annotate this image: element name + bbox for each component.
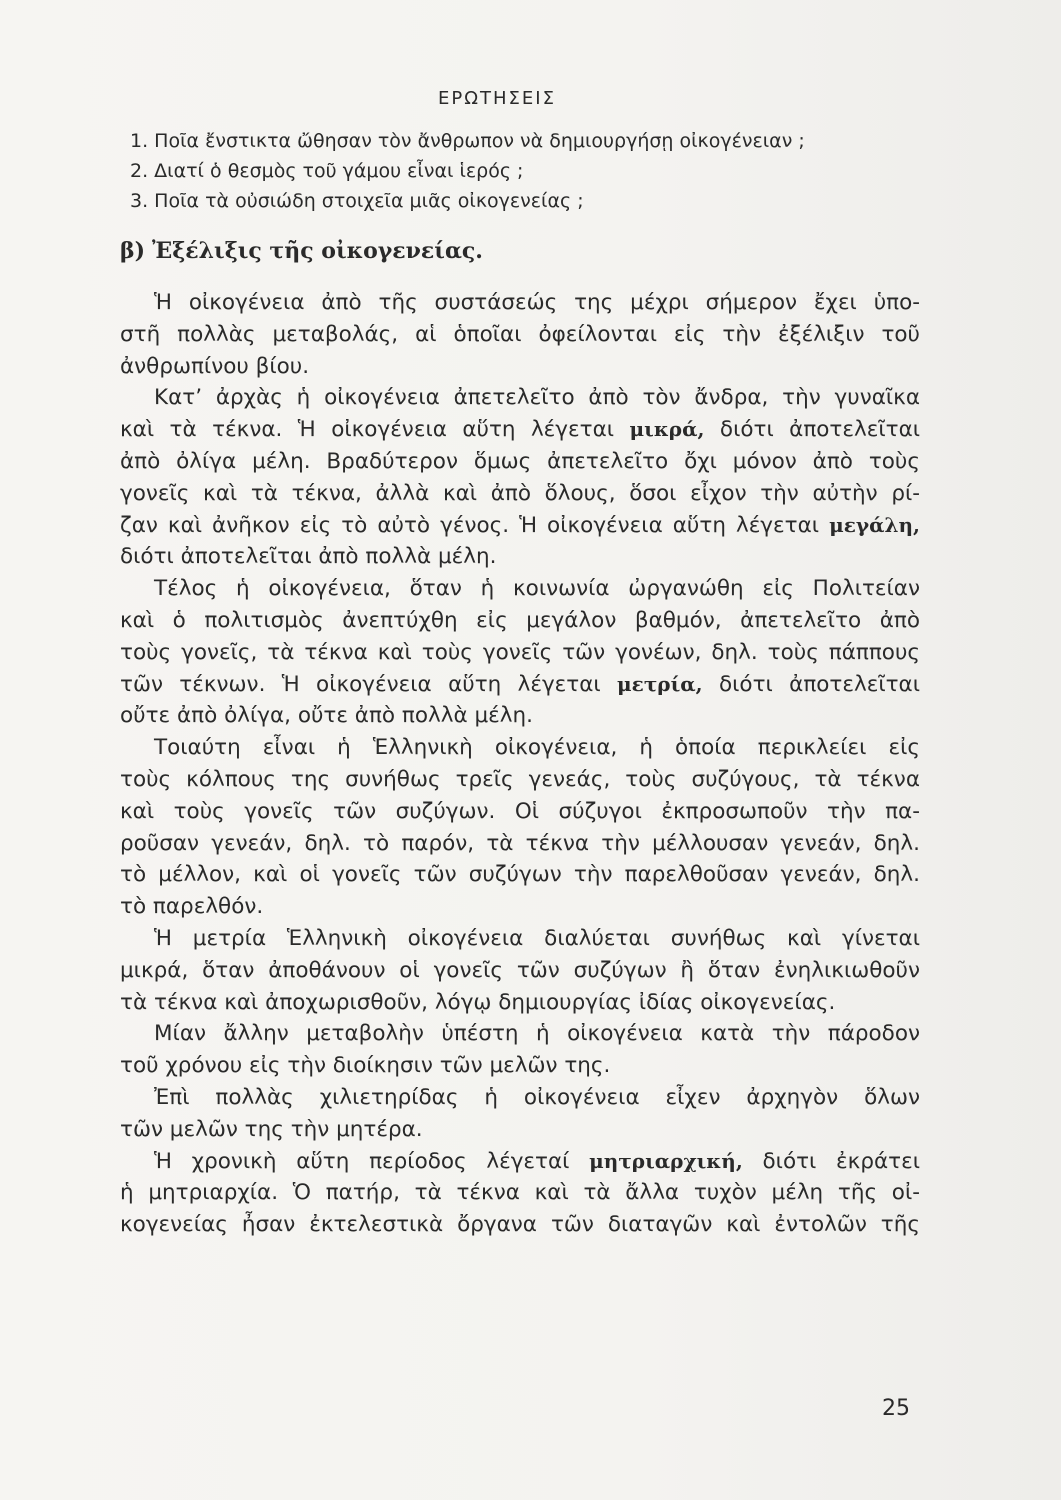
question-item: 1. Ποῖα ἔνστικτα ὤθησαν τὸν ἄνθρωπον νὰ δημιουργήσῃ οἰκογένειαν ; — [130, 130, 805, 152]
term-bold: μετρία, — [617, 671, 703, 696]
text-line: στῆ πολλὰς μεταβολάς, αἱ ὁποῖαι ὀφείλονται εἰς τὴν ἐξέλιξιν τοῦ — [120, 321, 920, 347]
text-line: Ἐπὶ πολλὰς χιλιετηρίδας ἡ οἰκογένεια εἶχεν ἀρχηγὸν ὅλων — [154, 1084, 920, 1110]
term-bold: μεγάλη, — [829, 512, 920, 537]
section-marker: β) — [120, 238, 146, 264]
text-line: τὸ παρελθόν. — [120, 894, 264, 920]
text-line: καὶ ὁ πολιτισμὸς ἀνεπτύχθη εἰς μεγάλον βαθμόν, ἀπετελεῖτο ἀπὸ — [120, 607, 920, 633]
question-item: 2. Διατί ὁ θεσμὸς τοῦ γάμου εἶναι ἱερός ; — [130, 160, 524, 182]
section-heading — [120, 238, 483, 264]
text-line — [120, 414, 920, 446]
page-number: 25 — [882, 1396, 910, 1421]
text-run: διότι ἐκράτει — [762, 1148, 920, 1174]
text-line — [120, 669, 920, 701]
term-bold: μητριαρχική, — [589, 1148, 743, 1173]
text-line: Ἡ οἰκογένεια ἀπὸ τῆς συστάσεώς της μέχρι σήμερον ἔχει ὑπο- — [154, 290, 920, 315]
section-title: Ἐξέλιξις τῆς οἰκογενείας. — [152, 238, 483, 264]
text-line: τὸ μέλλον, καὶ οἱ γονεῖς τῶν συζύγων τὴν παρελθοῦσαν γενεάν, δηλ. — [120, 862, 920, 888]
text-run: ζαν καὶ ἀνῆκον εἰς τὸ αὐτὸ γένος. Ἡ οἰκογένεια αὕτη λέγεται — [120, 512, 820, 538]
text-line: Ἡ μετρία Ἑλληνικὴ οἰκογένεια διαλύεται συνήθως καὶ γίνεται — [154, 925, 920, 951]
text-line: μικρά, ὅταν ἀποθάνουν οἱ γονεῖς τῶν συζύγων ἢ ὅταν ἐνηλικιωθοῦν — [120, 957, 920, 983]
text-line: γονεῖς καὶ τὰ τέκνα, ἀλλὰ καὶ ἀπὸ ὅλους, ὅσοι εἶχον τὴν αὐτὴν ρί- — [120, 480, 920, 506]
questions-list — [130, 126, 950, 216]
questions-heading: ΕΡΩΤΗΣΕΙΣ — [438, 88, 556, 109]
text-line: τοῦ χρόνου εἰς τὴν διοίκησιν τῶν μελῶν της. — [120, 1053, 611, 1079]
text-run: διότι ἀποτελεῖται — [719, 417, 921, 443]
text-line — [120, 510, 920, 542]
text-run: διότι ἀποτελεῖται — [719, 671, 920, 697]
text-line: Κατ’ ἀρχὰς ἡ οἰκογένεια ἀπετελεῖτο ἀπὸ τὸν ἄνδρα, τὴν γυναῖκα — [154, 385, 920, 411]
body-text — [120, 287, 920, 1241]
text-line: Μίαν ἄλλην μεταβολὴν ὑπέστη ἡ οἰκογένεια κατὰ τὴν πάροδον — [154, 1021, 920, 1047]
text-run: καὶ τὰ τέκνα. Ἡ οἰκογένεια αὕτη λέγεται — [120, 417, 615, 443]
text-line: τῶν μελῶν της τὴν μητέρα. — [120, 1116, 423, 1142]
text-run: Ἡ χρονικὴ αὕτη περίοδος λέγεταί — [154, 1148, 570, 1174]
text-line: ἡ μητριαρχία. Ὁ πατήρ, τὰ τέκνα καὶ τὰ ἄλλα τυχὸν μέλη τῆς οἰ- — [120, 1180, 920, 1206]
question-item: 3. Ποῖα τὰ οὐσιώδη στοιχεῖα μιᾶς οἰκογενείας ; — [130, 190, 584, 212]
text-line: τοὺς γονεῖς, τὰ τέκνα καὶ τοὺς γονεῖς τῶν γονέων, δηλ. τοὺς πάππους — [120, 639, 920, 665]
text-line: ροῦσαν γενεάν, δηλ. τὸ παρόν, τὰ τέκνα τὴν μέλλουσαν γενεάν, δηλ. — [120, 830, 920, 856]
text-line: Τέλος ἡ οἰκογένεια, ὅταν ἡ κοινωνία ὠργανώθη εἰς Πολιτείαν — [154, 576, 920, 602]
text-line: τὰ τέκνα καὶ ἀποχωρισθοῦν, λόγῳ δημιουργίας ἰδίας οἰκογενείας. — [120, 989, 836, 1015]
text-line: κογενείας ἦσαν ἐκτελεστικὰ ὄργανα τῶν διαταγῶν καὶ ἐντολῶν τῆς — [120, 1212, 920, 1238]
text-line: οὔτε ἀπὸ ὀλίγα, οὔτε ἀπὸ πολλὰ μέλη. — [120, 703, 533, 729]
text-line: ἀπὸ ὀλίγα μέλη. Βραδύτερον ὅμως ἀπετελεῖτο ὄχι μόνον ἀπὸ τοὺς — [120, 448, 920, 474]
text-line: Τοιαύτη εἶναι ἡ Ἑλληνικὴ οἰκογένεια, ἡ ὁποία περικλείει εἰς — [154, 735, 920, 761]
text-line — [120, 1146, 920, 1178]
text-line: διότι ἀποτελεῖται ἀπὸ πολλὰ μέλη. — [120, 544, 497, 570]
text-line: τοὺς κόλπους της συνήθως τρεῖς γενεάς, τοὺς συζύγους, τὰ τέκνα — [120, 766, 920, 792]
text-line: καὶ τοὺς γονεῖς τῶν συζύγων. Οἱ σύζυγοι ἐκπροσωποῦν τὴν πα- — [120, 798, 920, 824]
text-run: τῶν τέκνων. Ἡ οἰκογένεια αὕτη λέγεται — [120, 671, 601, 697]
text-line: ἀνθρωπίνου βίου. — [120, 353, 310, 379]
term-bold: μικρά, — [629, 417, 705, 442]
